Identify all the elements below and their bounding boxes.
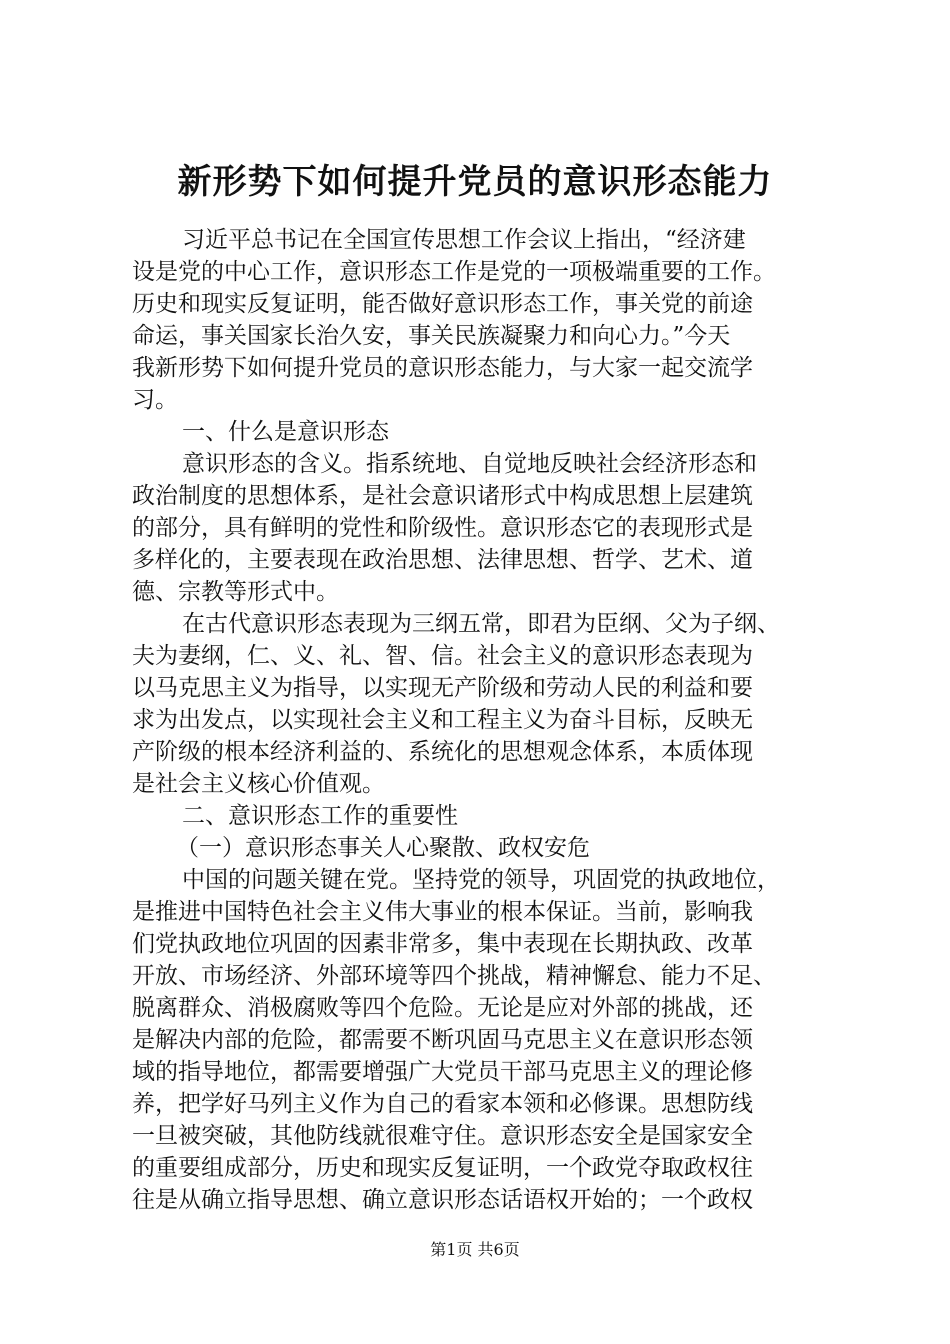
text-line: 中国的问题关键在党。坚持党的领导，巩固党的执政地位， [182, 867, 780, 893]
text-line: 多样化的，主要表现在政治思想、法律思想、哲学、艺术、道 [132, 547, 753, 573]
text-line: 我新形势下如何提升党员的意识形态能力，与大家一起交流学 [132, 355, 753, 381]
text-line: 是社会主义核心价值观。 [132, 771, 385, 797]
text-line: 产阶级的根本经济利益的、系统化的思想观念体系，本质体现 [132, 739, 753, 765]
text-line: 养，把学好马列主义作为自己的看家本领和必修课。思想防线 [132, 1091, 753, 1117]
text-line: 是解决内部的危险，都需要不断巩固马克思主义在意识形态领 [132, 1027, 753, 1053]
document-title: 新形势下如何提升党员的意识形态能力 [177, 162, 773, 202]
section-heading: 二、意识形态工作的重要性 [182, 803, 458, 829]
text-line: 是推进中国特色社会主义伟大事业的根本保证。当前，影响我 [132, 899, 753, 925]
text-line: 的重要组成部分，历史和现实反复证明，一个政党夺取政权往 [132, 1155, 753, 1181]
text-line: 政治制度的思想体系，是社会意识诸形式中构成思想上层建筑 [132, 483, 753, 509]
text-line: 命运，事关国家长治久安，事关民族凝聚力和向心力。”今天 [132, 323, 731, 349]
text-line: 脱离群众、消极腐败等四个危险。无论是应对外部的挑战，还 [132, 995, 753, 1021]
text-line: 们党执政地位巩固的因素非常多，集中表现在长期执政、改革 [132, 931, 753, 957]
text-line: 设是党的中心工作，意识形态工作是党的一项极端重要的工作。 [132, 259, 776, 285]
text-line: 意识形态的含义。指系统地、自觉地反映社会经济形态和 [182, 451, 757, 477]
text-line: 在古代意识形态表现为三纲五常，即君为臣纲、父为子纲、 [182, 611, 780, 637]
text-line: 域的指导地位，都需要增强广大党员干部马克思主义的理论修 [132, 1059, 753, 1085]
text-line: 德、宗教等形式中。 [132, 579, 339, 605]
text-line: 往是从确立指导思想、确立意识形态话语权开始的；一个政权 [132, 1187, 753, 1213]
text-line: 以马克思主义为指导，以实现无产阶级和劳动人民的利益和要 [132, 675, 753, 701]
section-heading: 一、什么是意识形态 [182, 419, 389, 445]
text-line: 习近平总书记在全国宣传思想工作会议上指出，“经济建 [182, 227, 746, 253]
document-body [132, 224, 832, 1216]
text-line: 习。 [132, 387, 178, 413]
text-line: 一旦被突破，其他防线就很难守住。意识形态安全是国家安全 [132, 1123, 753, 1149]
text-line: 开放、市场经济、外部环境等四个挑战，精神懈怠、能力不足、 [132, 963, 776, 989]
text-line: 夫为妻纲，仁、义、礼、智、信。社会主义的意识形态表现为 [132, 643, 753, 669]
text-line: 的部分，具有鲜明的党性和阶级性。意识形态它的表现形式是 [132, 515, 753, 541]
subsection-heading: （一）意识形态事关人心聚散、政权安危 [176, 835, 590, 861]
page-number-footer: 第1页 共6页 [430, 1240, 520, 1259]
text-line: 历史和现实反复证明，能否做好意识形态工作，事关党的前途 [132, 291, 753, 317]
text-line: 求为出发点，以实现社会主义和工程主义为奋斗目标，反映无 [132, 707, 753, 733]
